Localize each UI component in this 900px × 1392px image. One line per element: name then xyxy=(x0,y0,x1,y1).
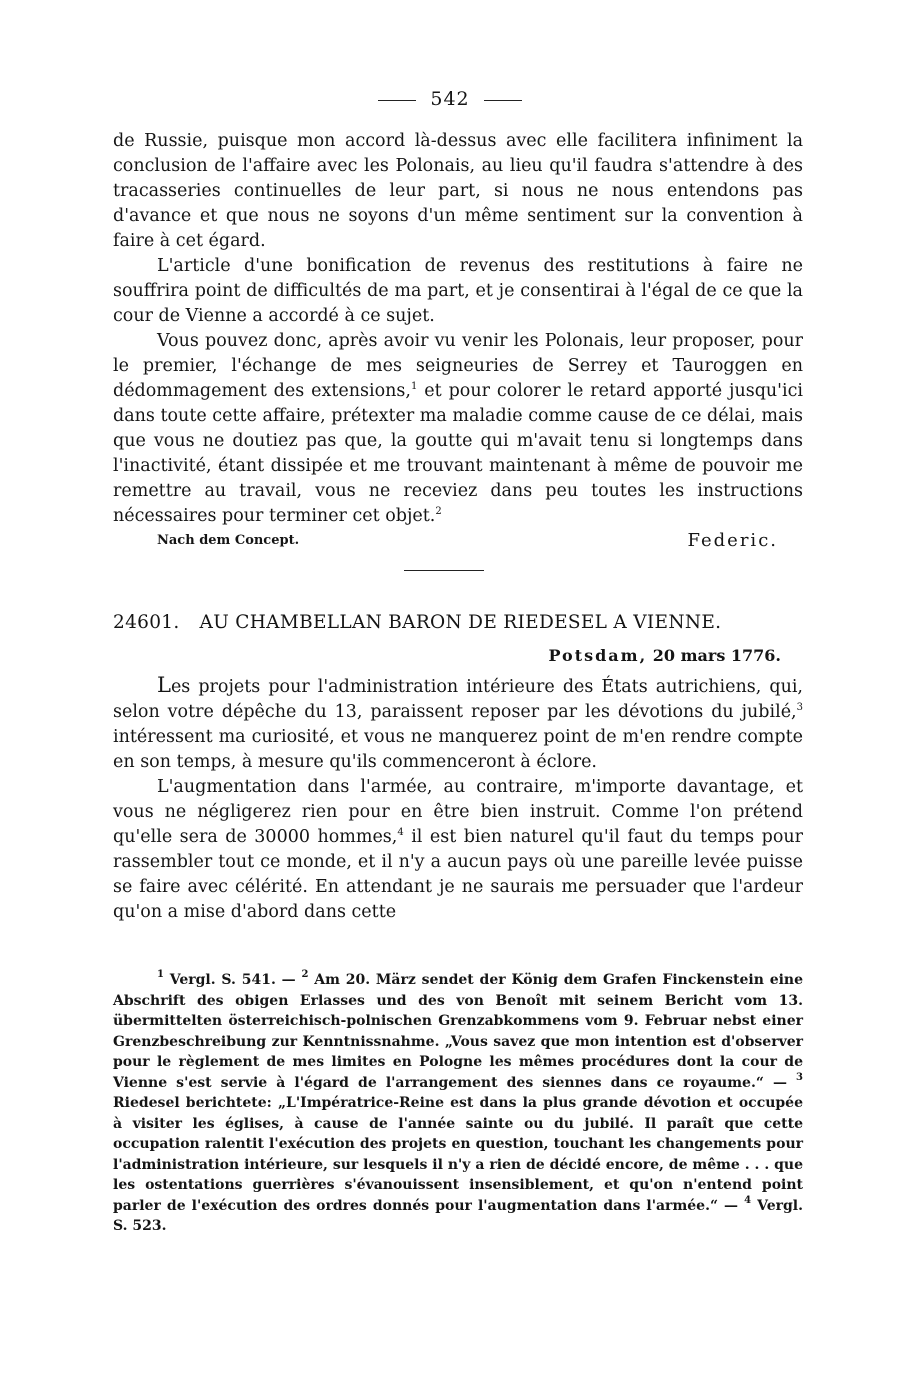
letter-number: 24601. xyxy=(113,612,180,633)
header-dash-left xyxy=(378,100,416,101)
paragraph-text: es projets pour l'administration intérieure des États autrichiens, qui, selon votre dépêche du 13, paraissent reposer par les dévotions du jubilé, xyxy=(113,677,803,722)
footnote-marker: 2 xyxy=(301,969,309,980)
page-header xyxy=(0,88,900,110)
paragraph-text: et pour colorer le retard apporté jusqu'ici dans toute cette affaire, prétexter ma maladie comme cause de ce délai, mais que vous ne doutiez pas que, la goutte qui m'avait tenu si longtemps dans l'inactivité, étant dissipée et me trouvant maintenant à même de pouvoir me remettre au travail, vous ne receviez dans peu toutes les instructions nécessaires pour terminer cet objet. xyxy=(113,381,803,526)
section-divider xyxy=(404,570,484,571)
footnote-marker: 4 xyxy=(744,1194,752,1206)
paragraph-text: L'augmentation dans l'armée, au contraire, m'importe davantage, et vous ne négligerez rien pour en être bien instruit. Comme l'on prétend qu'elle sera de 30000 hommes, xyxy=(113,777,803,847)
footnote-text: Vergl. S. 523. xyxy=(113,1197,803,1234)
letter-dateline xyxy=(113,646,781,665)
footnote-marker: 1 xyxy=(157,969,164,980)
paragraph xyxy=(113,329,803,529)
letter-heading xyxy=(113,612,803,633)
signature-line xyxy=(113,530,803,555)
paragraph: L'article d'une bonification de revenus des restitutions à faire ne souffrira point de difficultés de ma part, et je consentirai à l'égal de ce que la cour de Vienne a accordé à ce sujet. xyxy=(113,256,803,326)
footnote-ref: 1 xyxy=(410,381,418,392)
letter-title: AU CHAMBELLAN BARON DE RIEDESEL A VIENNE. xyxy=(199,612,722,633)
page-number: 542 xyxy=(430,88,470,110)
continued-letter-text xyxy=(113,129,803,555)
paragraph-text: Vous pouvez donc, après avoir vu venir les Polonais, leur proposer, pour le premier, l'échange de mes seigneuries de Serrey et Tauroggen en dédommagement des extensions, xyxy=(113,331,803,401)
footnote-ref: 3 xyxy=(796,702,803,713)
paragraph-text: intéressent ma curiosité, et vous ne manquerez point de m'en rendre compte en son temps, à mesure qu'ils commenceront à éclore. xyxy=(113,727,803,772)
letter-date: 20 mars 1776. xyxy=(652,646,781,665)
letter-place: Potsdam, xyxy=(548,646,648,665)
footnote-ref: 4 xyxy=(397,827,404,838)
paragraph-text: il est bien naturel qu'il faut du temps pour rassembler tout ce monde, et il n'y a aucun pays où une pareille levée puisse se faire avec célérité. En attendant je ne saurais me persuader que l'ardeur qu'on a mise d'abord dans cette xyxy=(113,827,803,922)
footnote-ref: 2 xyxy=(435,506,442,517)
initial-letter: L xyxy=(157,673,171,697)
footnote-marker: 3 xyxy=(796,1071,803,1083)
footnotes xyxy=(113,970,803,1237)
paragraph: de Russie, puisque mon accord là-dessus avec elle facilitera infiniment la conclusion de l'affaire avec les Polonais, au lieu qu'il faudra s'attendre à des tracasseries continuelles de leur part, si nous ne nous entendons pas d'avance et que nous ne soyons d'un même sentiment sur la convention à faire à cet égard. xyxy=(113,131,803,251)
paragraph xyxy=(113,775,803,925)
footnote-text: Riedesel berichtete: „L'Impératrice-Reine est dans la plus grande dévotion et occupée à visiter les églises, à cause de l'année sainte ou du jubilé. Il paraît que cette occupation ralentit l'exécution des projets en question, touchant les changements pour l'administration intérieure, sur lesquels il n'y a rien de décidé encore, de même . . . que les ostentations guerrières s'évanouissent insensiblement, et qu'on n'entend point parler de l'exécution des ordres donnés pour l'augmentation dans l'armée.“ — xyxy=(113,1095,803,1214)
footnote-block xyxy=(113,970,803,1237)
letter-body xyxy=(113,673,803,925)
footnote-text: Am 20. März sendet der König dem Grafen Finckenstein eine Abschrift des obigen Erlasses und des von Benoît mit seinem Bericht vom 13. übermittelten österreichisch-polnischen Grenzabkommens vom 9. Februar nebst einer Grenzbeschreibung zur Kenntnissnahme. „Vous savez que mon intention est d'observer pour le règlement de mes limites en Pologne les mêmes procédures dont la cour de Vienne s'est servie à l'égard de l'arrangement des siennes dans ce royaume.“ — xyxy=(113,972,804,1091)
header-dash-right xyxy=(484,100,522,101)
source-note: Nach dem Concept. xyxy=(157,533,300,548)
footnote-text: Vergl. S. 541. — xyxy=(163,972,302,988)
paragraph xyxy=(113,673,803,775)
signature: Federic. xyxy=(687,530,778,551)
